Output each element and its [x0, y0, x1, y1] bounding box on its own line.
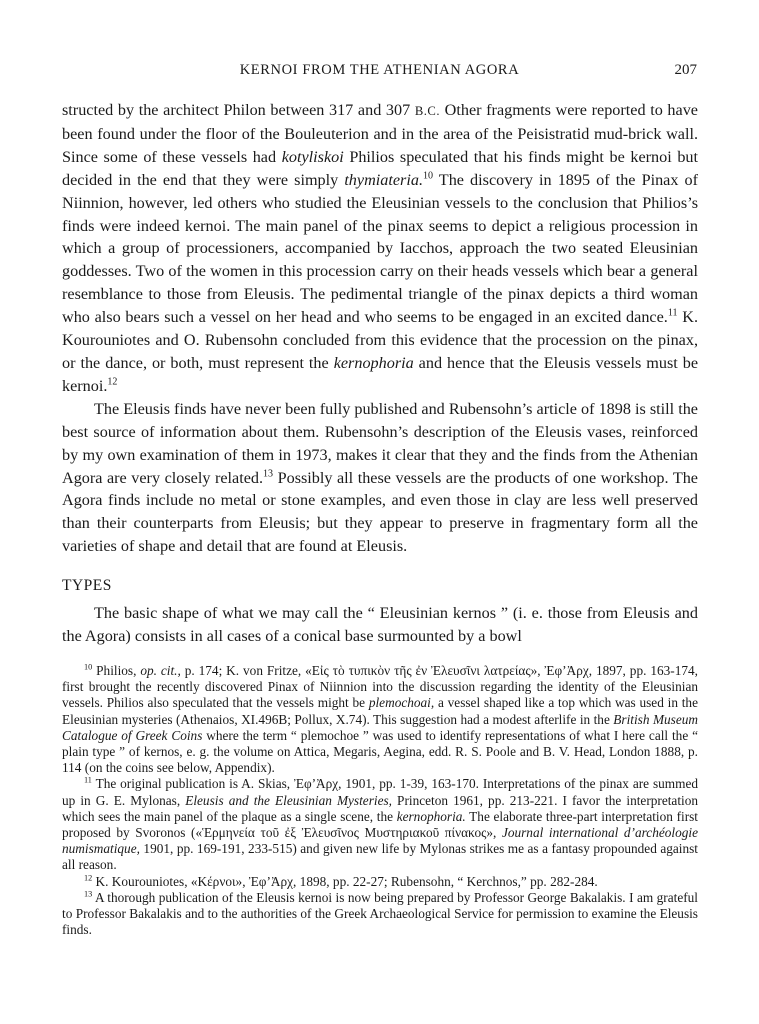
italic-run: Eleusis and the Eleusinian Mysteries,: [185, 792, 392, 808]
footnote-12: [62, 874, 698, 890]
main-text: [62, 99, 698, 558]
paragraph: The basic shape of what we may call the “ Eleusinian kernos ” (i. e. those from Eleusis and the Agora) consists in all cases of a conical base surmounted by a bowl: [62, 604, 698, 645]
footnote-10: [62, 663, 698, 776]
text-run: Possibly all these vessels are the products of one workshop. The Agora finds include no metal or stone examples, and even those in clay are less well preserved than their counterparts from Eleusis; but they appear to preserve in fragmentary form all the varieties of shape and detail that are found at Eleusis.: [62, 468, 698, 556]
footnote-ref-10: 10: [423, 170, 434, 182]
footnote-number: 10: [84, 662, 93, 672]
text-run: a vessel shaped like a top which was used in the Eleusinian mysteries (Athenaios, XI.496B; Pollux, X.74). This suggestion had a modest afterlife in the: [62, 695, 698, 727]
italic-run: Journal international d’archéologie numismatique,: [62, 825, 698, 857]
paragraph-continued: [62, 99, 698, 398]
footnote-ref-11: 11: [667, 307, 678, 319]
term-thymiateria: thymiateria.: [344, 170, 423, 189]
footnotes: [62, 663, 698, 938]
term-kotyliskoi: kotyliskoi: [281, 147, 344, 166]
italic-run: kernophoria.: [396, 808, 466, 824]
footnote-ref-13: 13: [263, 468, 274, 480]
footnote-number: 12: [84, 873, 93, 883]
italic-run: op. cit.,: [140, 663, 181, 678]
text-run: K. Kourouniotes, «Κέρνοι», Ἐφ’Ἀρχ, 1898, pp. 22-27; Rubensohn, “ Kerchnos,” pp. 282-284.: [92, 873, 598, 889]
text-run: The Eleusis finds have never been fully published and Rubensohn’s article of 1898 is still the best source of information about them. Rubensohn’s description of the Eleusis vases, reinforced by my own examination of them in 1973, makes it clear that they and the finds from the Athenian Agora are very closely related.: [62, 399, 698, 487]
text-run: p. 174; K. von Fritze, «Εἰς τὸ τυπικὸν τῆς ἐν Ἐλευσῖνι λατρείας», Ἐφ’Ἀρχ, 1897, pp. 163-174, first brought the recently discovered Pinax of Niinnion into the discussion regarding the identity of the Eleusinian vessels. Philios also speculated that the vessels might be: [62, 663, 698, 711]
section-heading: TYPES: [62, 577, 112, 594]
types-text: [62, 602, 698, 648]
running-title: KERNOI FROM THE ATHENIAN AGORA: [239, 62, 520, 78]
footnote-11: [62, 776, 698, 873]
footnote-number: 11: [84, 776, 92, 785]
paragraph: [62, 398, 698, 558]
text-run: Philios speculated that his finds might be kernoi but decided in the end that they were simply: [62, 147, 698, 189]
text-run: The elaborate three-part interpretation first proposed by Svoronos («Ἑρμηνεία τοῦ ἐξ Ἐλευσῖνος Μυστηριακοῦ πίνακος»,: [62, 808, 699, 841]
footnote-13: [62, 890, 698, 939]
era-abbreviation: B.C.: [414, 104, 441, 118]
text-run: Philios,: [92, 663, 141, 678]
italic-run: plemochoai,: [368, 695, 435, 711]
term-kernophoria: kernophoria: [333, 353, 414, 372]
text-run: A thorough publication of the Eleusis kernoi is now being prepared by Professor George Bakalakis. I am grateful to Professor Bakalakis and to the authorities of the Greek Archaeological Service for permission to examine the Eleusis finds.: [62, 889, 698, 938]
footnote-number: 13: [84, 889, 93, 899]
text-run: where the term “ plemochoe ” was used to identify representations of what I here call the “ plain type ” of kernos, e. g. the volume on Attica, Megaris, Aegina, edd. R. S. Poole and B. V. Head, London 1888, p. 114 (on the coins see below, Appendix).: [62, 727, 698, 776]
text-run: K. Kourouniotes and O. Rubensohn concluded from this evidence that the procession on the pinax, or the dance, or both, must represent the: [62, 308, 698, 372]
text-run: The discovery in 1895 of the Pinax of Niinnion, however, led others who studied the Eleusinian vessels to the conclusion that Philios’s finds were indeed kernoi. The main panel of the pinax seems to depict a religious procession in which a group of processioners, accompanied by Iacchos, approach the two seated Eleusinian goddesses. Two of the women in this procession carry on their heads vessels which bear a general resemblance to those from Eleusis. The pedimental triangle of the pinax depicts a third woman who also bears such a vessel on her head and who seems to be engaged in an excited dance.: [62, 170, 698, 327]
text-run: 1901, pp. 169-191, 233-515) and given new life by Mylonas strikes me as a fantasy propounded against all reason.: [62, 841, 698, 873]
text-run: Other fragments were reported to have been found under the floor of the Bouleuterion and in the area of the Peisistratid mud-brick wall. Since some of these vessels had: [62, 101, 698, 166]
text-run: and hence that the Eleusis vessels must be kernoi.: [62, 353, 699, 395]
text-run: structed by the architect Philon between 317 and 307: [62, 101, 415, 119]
text-run: The original publication is A. Skias, Ἐφ’Ἀρχ, 1901, pp. 1-39, 163-170. Interpretations of the pinax are summed up in G. E. Mylonas,: [62, 776, 698, 808]
running-header: [62, 62, 697, 82]
page-number: 207: [674, 62, 697, 78]
text-run: Princeton 1961, pp. 213-221. I favor the interpretation which sees the main panel of the plaque as a single scene, the: [62, 792, 699, 824]
italic-run: British Museum Catalogue of Greek Coins: [62, 711, 698, 743]
footnote-ref-12: 12: [107, 376, 118, 388]
